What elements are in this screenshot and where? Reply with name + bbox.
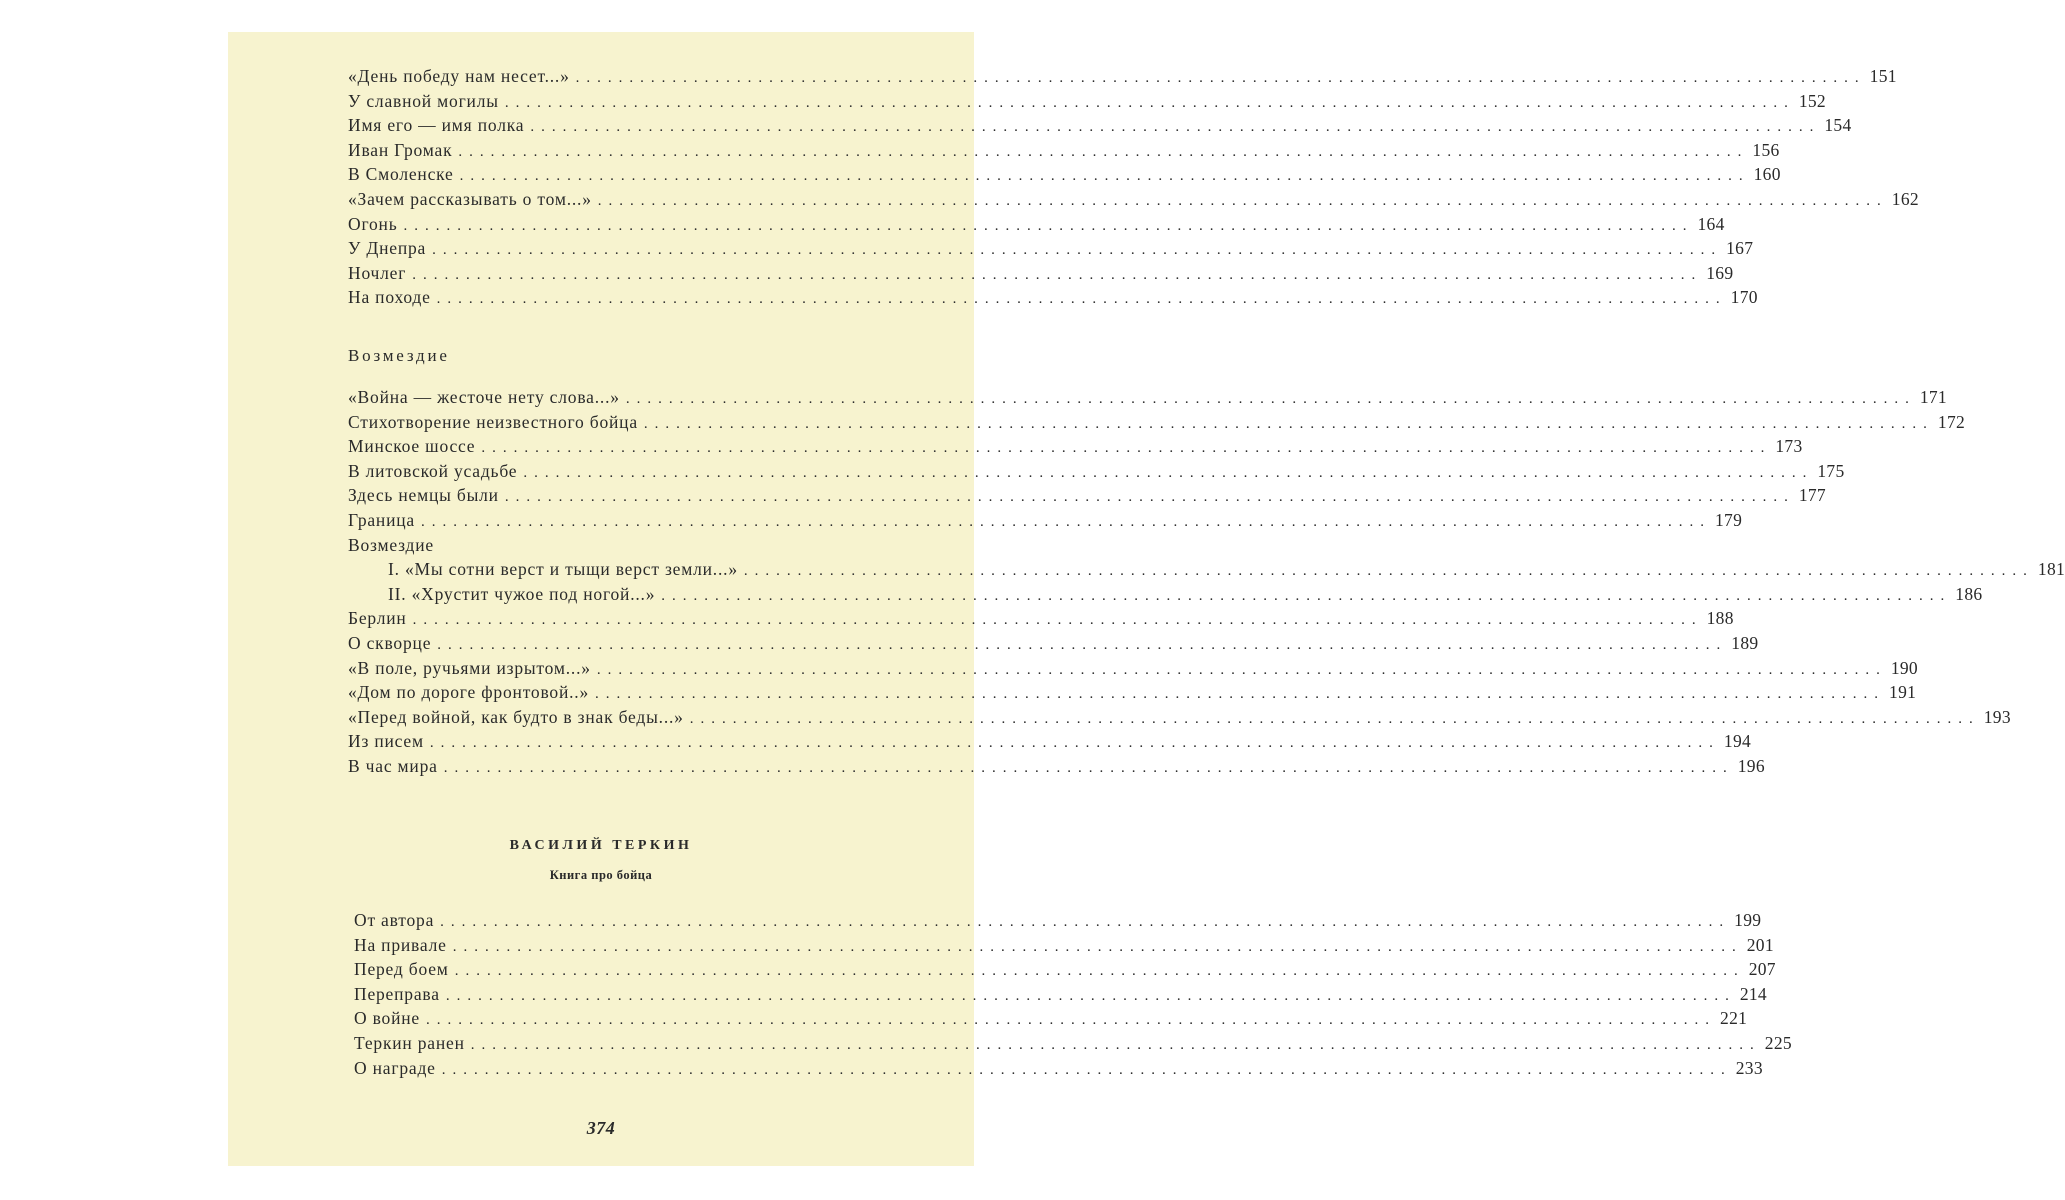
entry-title: На походе (348, 287, 431, 308)
toc-entry (348, 460, 1845, 486)
dot-leader: ........................................................................................................................ (596, 661, 1887, 678)
section-heading: Возмездие (348, 346, 450, 365)
entry-page: 199 (1734, 910, 1762, 930)
toc-entry (348, 657, 1918, 683)
dot-leader: ........................................................................................................................ (412, 612, 1703, 629)
toc-block-3 (354, 910, 1792, 1082)
toc-entry (348, 188, 1919, 214)
entry-title: Берлин (348, 608, 407, 629)
toc-entry (348, 139, 1780, 165)
entry-title: «День победу нам несет...» (348, 66, 570, 86)
dot-leader: ........................................................................................................................ (454, 963, 1745, 980)
dot-leader: ........................................................................................................................ (625, 391, 1916, 407)
toc-entry (354, 983, 1767, 1009)
entry-title: От автора (354, 910, 435, 930)
toc-entry (348, 509, 1743, 535)
toc-entry (348, 731, 1752, 756)
dot-leader: ........................................................................................................................ (426, 1012, 1717, 1029)
entry-title: II. «Хрустит чужое под ногой...» (388, 583, 656, 604)
dot-leader: ........................................................................................................................ (421, 513, 1711, 530)
page-number: 374 (586, 1118, 616, 1138)
toc-entry (348, 755, 1765, 781)
dot-leader: ........................................................................................................................ (459, 168, 1750, 185)
entry-title: Иван Громак (348, 139, 453, 160)
dot-leader: ........................................................................................................................ (595, 686, 1886, 703)
entry-page: 191 (1889, 682, 1917, 703)
entry-title: Имя его — имя полка (348, 115, 525, 136)
entry-page: 179 (1715, 509, 1743, 530)
entry-title: «Зачем рассказывать о том...» (348, 188, 592, 209)
dot-leader: ........................................................................................................................ (429, 735, 1720, 752)
dot-leader: ........................................................................................................................ (403, 217, 1694, 234)
entry-page: 162 (1891, 188, 1919, 209)
entry-page: 152 (1798, 90, 1826, 111)
entry-title: Возмездие (348, 534, 434, 555)
entry-page: 181 (2037, 559, 2065, 580)
dot-leader: ........................................................................................................................ (436, 291, 1727, 308)
entry-title: Теркин ранен (354, 1032, 465, 1053)
book-subtitle: Книга про бойца (549, 868, 653, 882)
toc-entry (348, 164, 1781, 189)
entry-title: «Война — жесточе нету слова...» (348, 387, 620, 407)
toc-group-heading (348, 535, 880, 560)
toc-entry (348, 632, 1759, 658)
toc-entry (354, 1032, 1792, 1058)
dot-leader: ........................................................................................................................ (523, 464, 1814, 481)
toc-entry (354, 934, 1774, 960)
dot-leader: ........................................................................................................................ (452, 938, 1743, 955)
entry-page: 170 (1730, 287, 1758, 308)
book-title: ВАСИЛИЙ ТЕРКИН (509, 838, 693, 853)
dot-leader: ........................................................................................................................ (743, 563, 2034, 580)
toc-entry (348, 608, 1734, 633)
entry-title: В литовской усадьбе (348, 460, 518, 481)
entry-page: 196 (1737, 755, 1765, 776)
entry-title: Минское шоссе (348, 436, 476, 457)
entry-title: Переправа (354, 983, 440, 1004)
entry-title: О награде (354, 1057, 436, 1078)
dot-leader: ........................................................................................................................ (689, 710, 1980, 727)
dot-leader: ........................................................................................................................ (432, 242, 1723, 259)
toc-entry (354, 1057, 1763, 1083)
dot-leader: ........................................................................................................................ (458, 143, 1749, 160)
toc-block-1 (348, 66, 1919, 312)
entry-title: В час мира (348, 755, 438, 776)
toc-entry (348, 287, 1758, 312)
entry-page: 207 (1748, 959, 1776, 980)
entry-page: 233 (1735, 1057, 1763, 1078)
dot-leader: ........................................................................................................................ (445, 987, 1736, 1004)
toc-entry (348, 706, 2011, 732)
toc-entry (348, 262, 1734, 288)
entry-page: 214 (1739, 983, 1767, 1004)
entry-page: 221 (1720, 1008, 1748, 1029)
dot-leader: ........................................................................................................................ (481, 440, 1772, 457)
toc-block-2 (348, 387, 2065, 781)
entry-title: Перед боем (354, 959, 449, 980)
entry-page: 225 (1764, 1032, 1792, 1053)
toc-entry (348, 387, 1947, 412)
entry-title: Из писем (348, 731, 424, 752)
entry-page: 194 (1723, 731, 1752, 752)
entry-title: О скворце (348, 632, 432, 653)
entry-page: 186 (1955, 583, 1983, 604)
toc-entry (348, 238, 1754, 263)
dot-leader: ........................................................................................................................ (504, 489, 1795, 506)
toc-entry (348, 66, 1897, 91)
dot-leader: ........................................................................................................................ (470, 1036, 1761, 1053)
entry-title: Стихотворение неизвестного бойца (348, 411, 638, 432)
entry-page: 164 (1697, 213, 1725, 234)
entry-page: 169 (1706, 262, 1734, 283)
entry-title: У славной могилы (348, 90, 499, 111)
toc-entry (348, 115, 1852, 140)
entry-title: «В поле, ручьями изрытом...» (348, 657, 591, 678)
dot-leader: ........................................................................................................................ (441, 1061, 1732, 1078)
toc-entry (348, 682, 1917, 707)
entry-title: Здесь немцы были (348, 485, 499, 506)
dot-leader: ........................................................................................................................ (575, 70, 1866, 86)
entry-title: На привале (354, 934, 447, 955)
dot-leader: ........................................................................................................................ (661, 587, 1952, 604)
dot-leader: ........................................................................................................................ (437, 636, 1728, 653)
entry-title: У Днепра (348, 238, 427, 259)
entry-title: О войне (354, 1008, 421, 1029)
entry-title: Огонь (348, 213, 398, 234)
entry-page: 175 (1817, 460, 1845, 481)
dot-leader: ........................................................................................................................ (530, 119, 1821, 136)
entry-page: 172 (1937, 411, 1966, 432)
dot-leader: ........................................................................................................................ (440, 914, 1731, 930)
entry-page: 177 (1798, 485, 1826, 506)
entry-page: 154 (1824, 115, 1852, 136)
dot-leader: ........................................................................................................................ (412, 266, 1703, 283)
toc-entry (348, 436, 1803, 461)
toc-entry (348, 485, 1826, 510)
dot-leader: ........................................................................................................................ (597, 192, 1888, 209)
entry-page: 188 (1706, 608, 1734, 629)
entry-page: 201 (1746, 934, 1774, 955)
entry-title: В Смоленске (348, 164, 454, 185)
toc-entry (354, 1008, 1748, 1033)
toc-entry (354, 959, 1776, 984)
entry-page: 171 (1919, 387, 1947, 407)
entry-page: 167 (1726, 238, 1754, 259)
entry-title: I. «Мы сотни верст и тыщи верст земли...» (388, 559, 738, 580)
dot-leader: ........................................................................................................................ (443, 759, 1734, 776)
toc-entry (348, 213, 1725, 239)
entry-page: 190 (1890, 657, 1918, 678)
entry-page: 189 (1731, 632, 1759, 653)
entry-page: 173 (1775, 436, 1803, 457)
entry-page: 193 (1983, 706, 2011, 727)
entry-page: 156 (1752, 139, 1780, 160)
entry-title: «Дом по дороге фронтовой..» (348, 682, 590, 703)
entry-title: Граница (348, 509, 415, 530)
toc-entry (348, 559, 2065, 584)
toc-entry (348, 90, 1826, 116)
entry-title: Ночлег (348, 262, 407, 283)
toc-entry (348, 583, 1983, 609)
toc-entry (354, 910, 1762, 935)
entry-title: «Перед войной, как будто в знак беды...» (348, 706, 684, 727)
dot-leader: ........................................................................................................................ (643, 415, 1934, 432)
toc-entry (348, 411, 1966, 437)
entry-page: 151 (1869, 66, 1897, 86)
book-page (228, 32, 2065, 1166)
entry-page: 160 (1753, 164, 1781, 185)
dot-leader: ........................................................................................................................ (504, 94, 1795, 111)
